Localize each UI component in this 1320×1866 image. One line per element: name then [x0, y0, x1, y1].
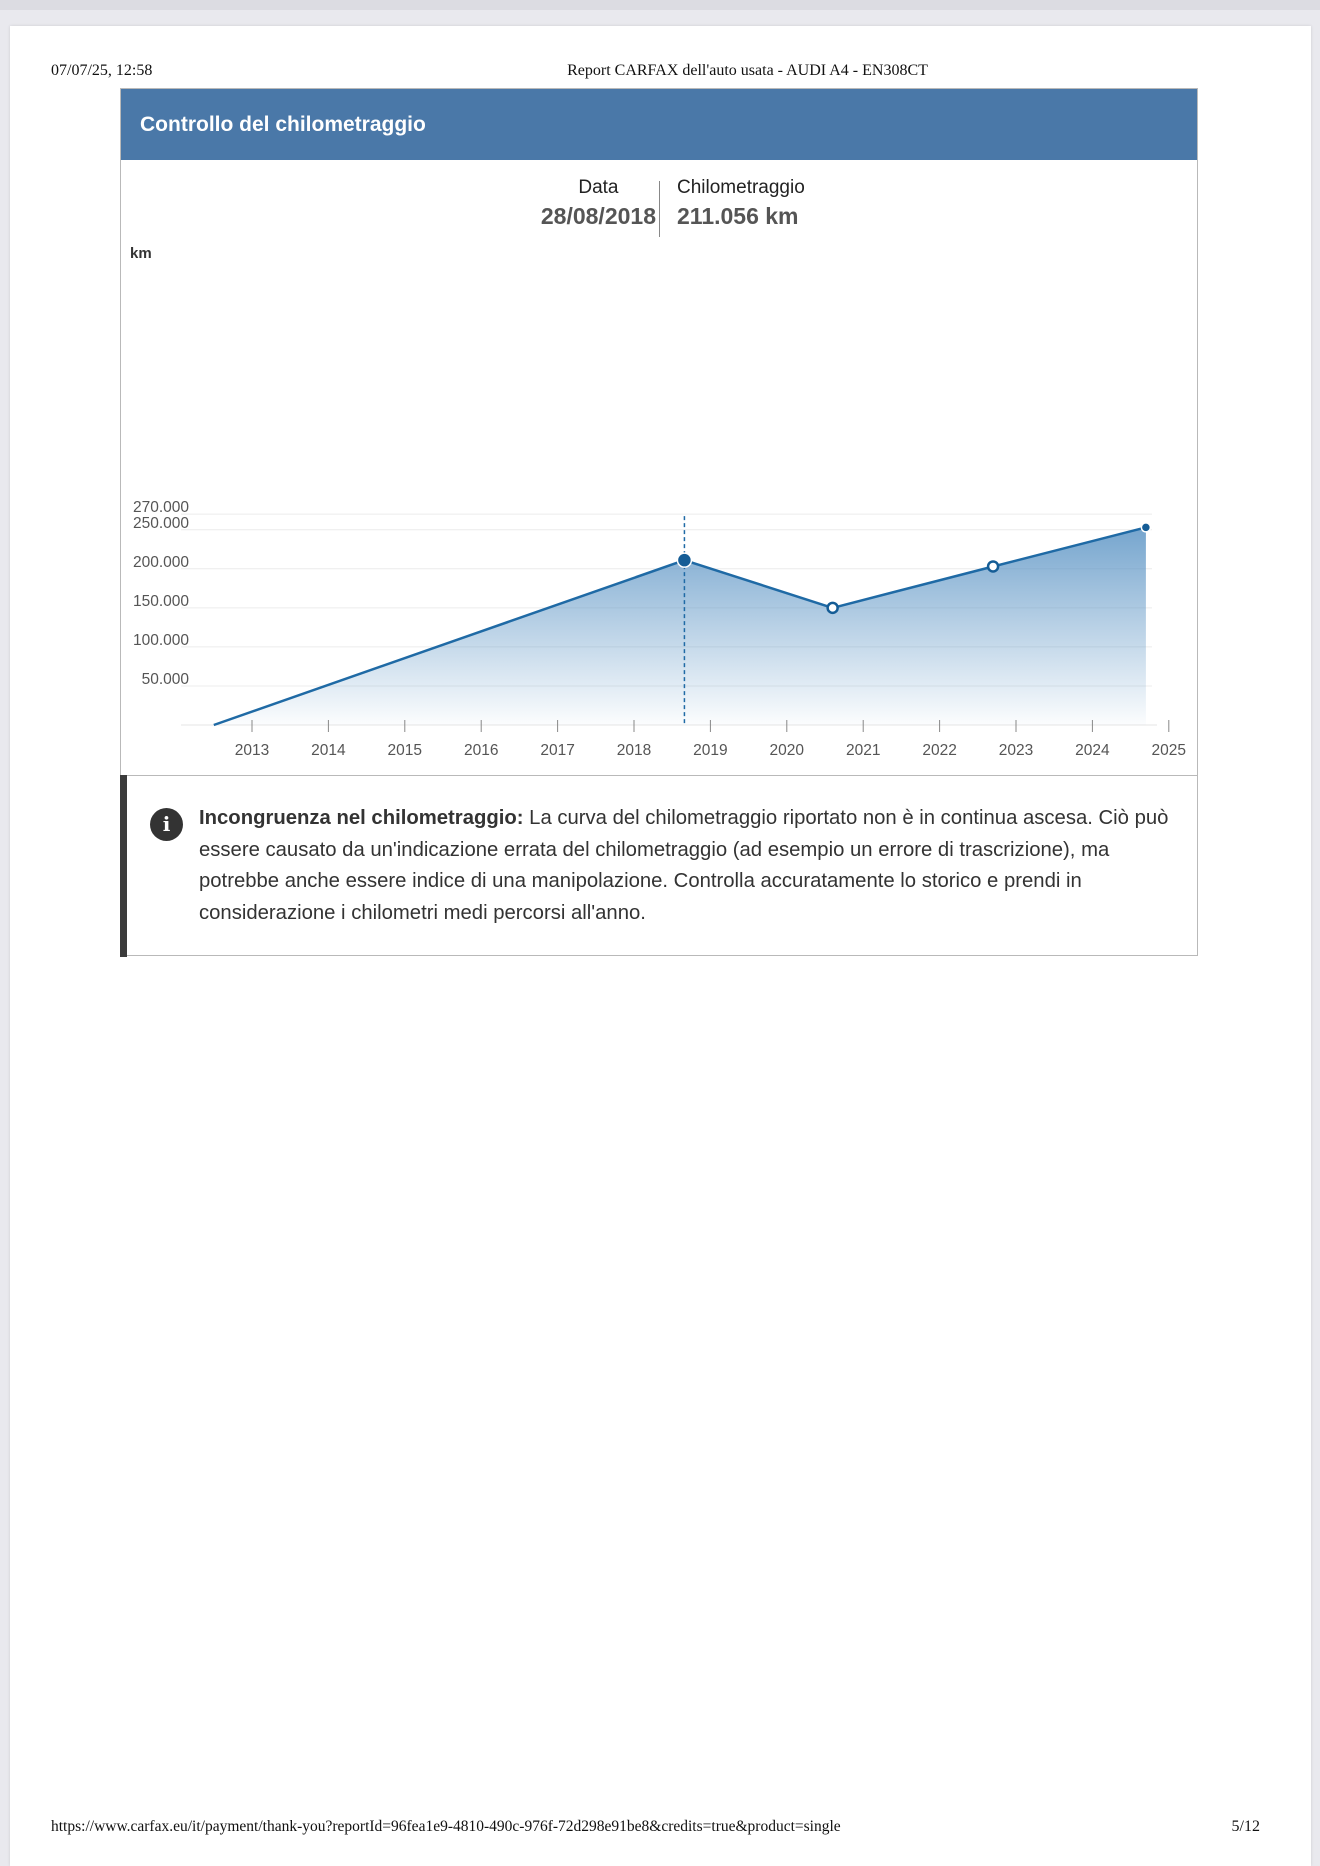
y-tick-label: 250.000: [132, 514, 189, 532]
y-tick-label: 100.000: [132, 631, 189, 649]
mileage-label: Chilometraggio: [677, 177, 805, 198]
readout-mileage: [677, 175, 805, 231]
mileage-warning: [121, 775, 1197, 957]
x-tick-label: 2022: [922, 742, 957, 759]
window-top-edge: [0, 0, 1320, 10]
data-point[interactable]: [828, 603, 838, 613]
y-tick-label: 50.000: [141, 670, 189, 688]
x-tick-label: 2023: [998, 742, 1034, 759]
x-tick-label: 2018: [616, 742, 652, 759]
readout-divider: [659, 181, 660, 237]
warning-title: Incongruenza nel chilometraggio:: [199, 807, 524, 829]
tooltip-readout: [121, 175, 1197, 237]
x-tick-label: 2013: [234, 742, 270, 759]
print-document-title: Report CARFAX dell'auto usata - AUDI A4 - EN308CT: [567, 62, 928, 79]
print-url: https://www.carfax.eu/it/payment/thank-you?reportId=96fea1e9-4810-490c-976f-72d298e91be8&credits=true&product=single: [51, 1818, 841, 1835]
x-tick-label: 2020: [769, 742, 805, 759]
date-label: Data: [578, 177, 619, 198]
x-tick-label: 2025: [1151, 742, 1187, 759]
panel-title: Controllo del chilometraggio: [121, 89, 1197, 160]
warning-text: [199, 803, 1184, 929]
y-axis-label: km: [130, 245, 152, 262]
data-point[interactable]: [1141, 523, 1150, 532]
print-page-number: 5/12: [1231, 1818, 1260, 1835]
y-tick-label: 150.000: [132, 592, 189, 610]
x-tick-label: 2021: [845, 742, 881, 759]
y-tick-label: 270.000: [132, 499, 189, 517]
info-icon: i: [150, 808, 183, 841]
x-tick-label: 2016: [463, 742, 499, 759]
warning-accent-bar: [120, 775, 127, 957]
y-tick-label: 200.000: [132, 553, 189, 571]
mileage-check-panel: [120, 88, 1198, 956]
print-datetime: 07/07/25, 12:58: [51, 62, 153, 79]
x-tick-label: 2019: [693, 742, 728, 759]
date-value: 28/08/2018: [540, 203, 656, 229]
readout-date: [541, 175, 656, 231]
x-tick-label: 2014: [311, 742, 346, 759]
data-point-highlighted[interactable]: [677, 553, 691, 567]
x-tick-label: 2017: [540, 742, 575, 759]
x-tick-label: 2024: [1075, 742, 1110, 759]
warning-body: La curva del chilometraggio riportato non è in continua ascesa. Ciò può essere causato da un'indicazione errata del chilometraggio (ad esempio un errore di trascrizione), ma potrebbe anche essere indice di una manipolazione. Controlla accuratamente lo storico e prendi in considerazione i chilometri medi percorsi all'anno.: [199, 807, 1169, 924]
mileage-value: 211.056 km: [677, 203, 799, 229]
data-point[interactable]: [988, 561, 998, 571]
x-tick-label: 2015: [387, 742, 423, 759]
